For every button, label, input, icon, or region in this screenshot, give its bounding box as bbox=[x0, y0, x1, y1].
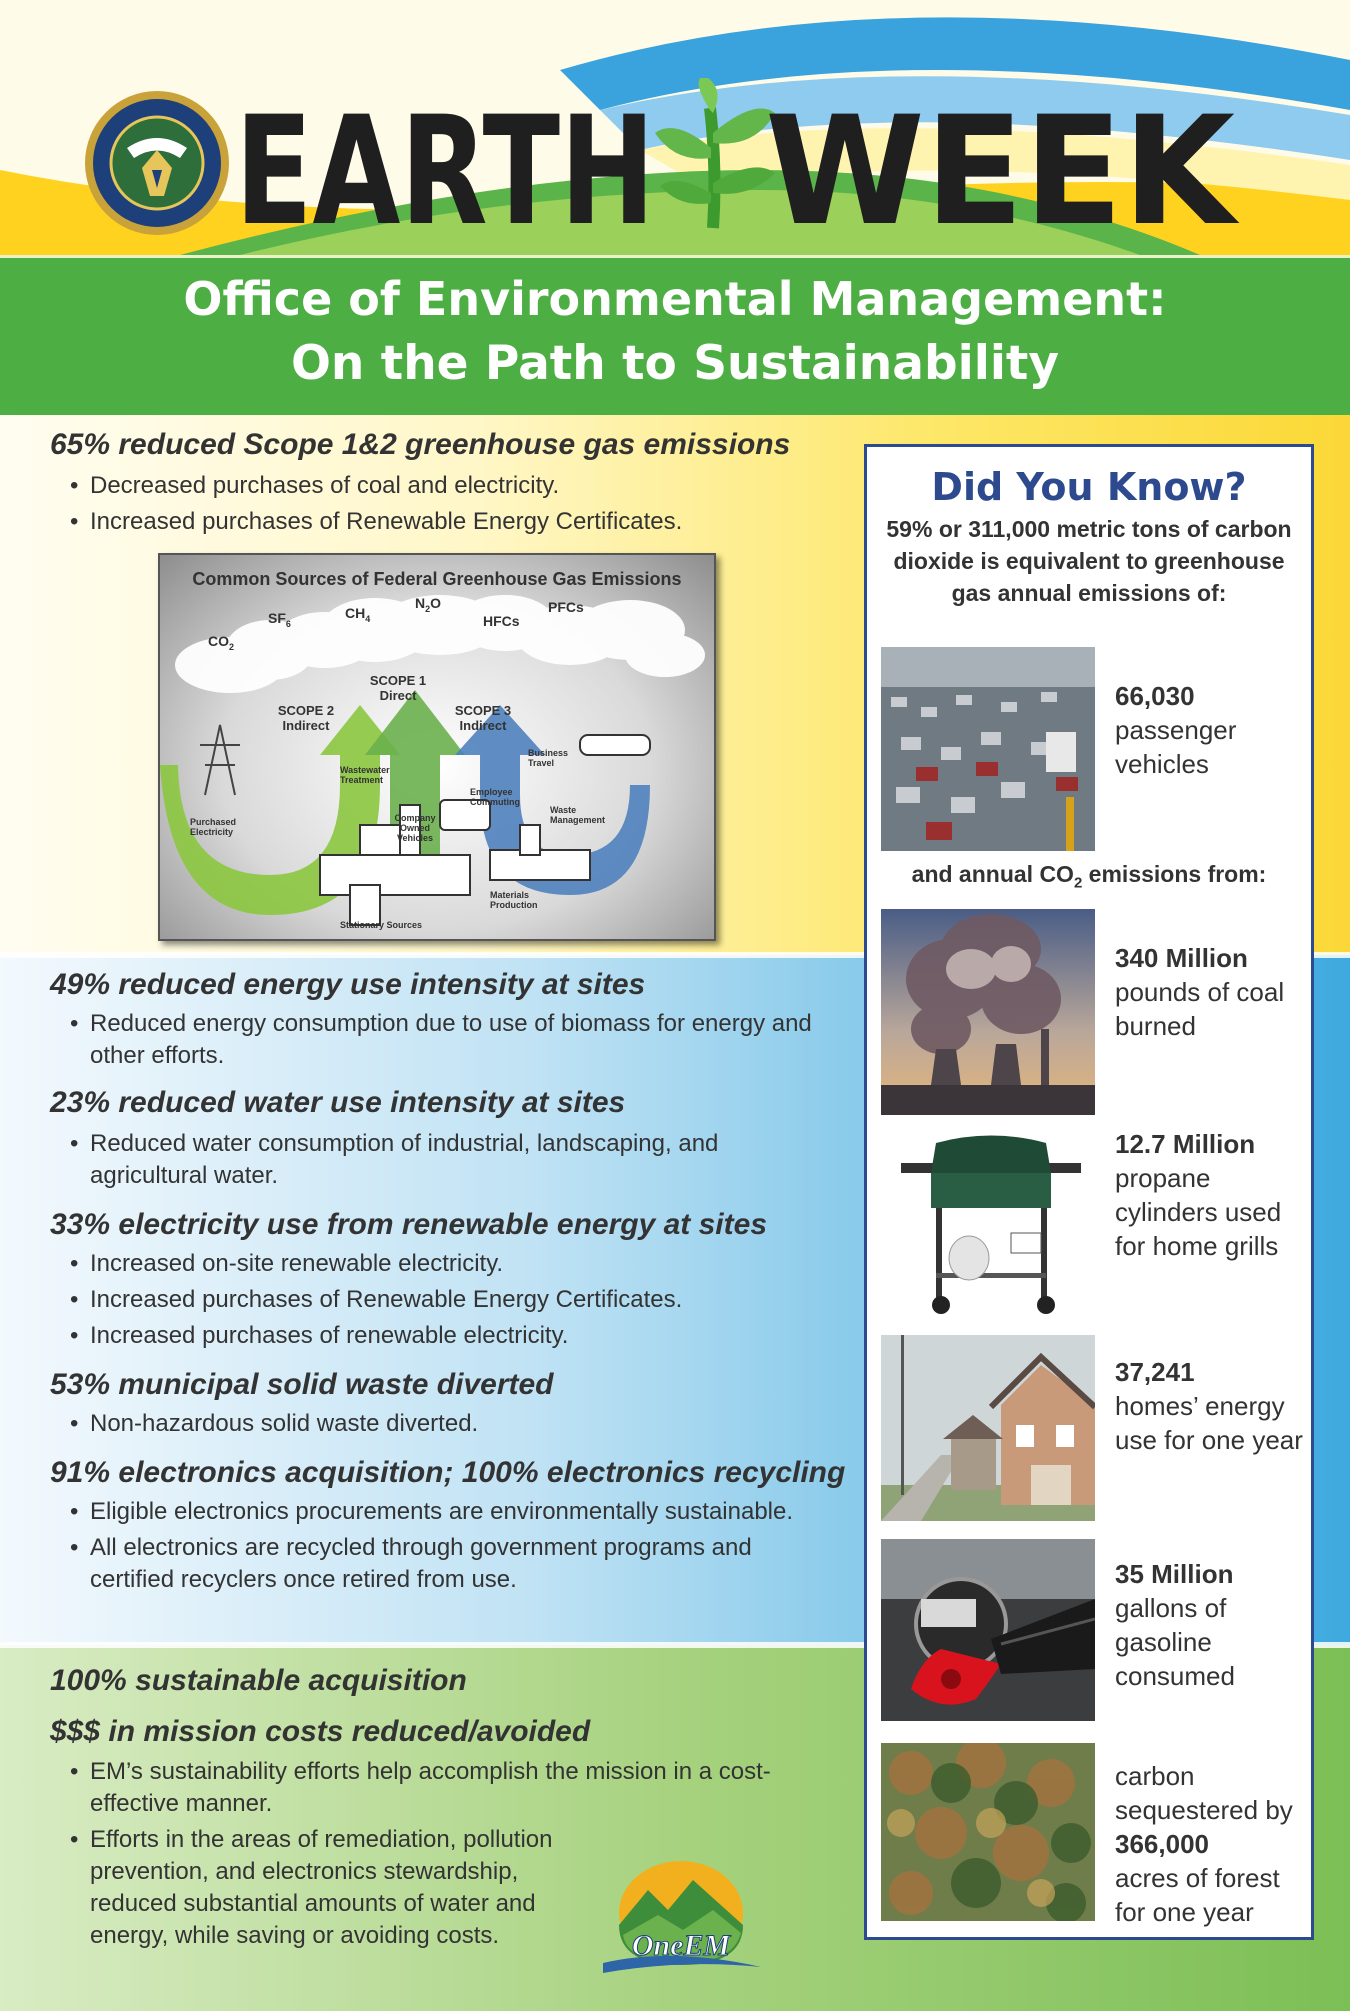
list-item: • Increased purchases of Renewable Energy Certificates. bbox=[70, 1284, 830, 1316]
list-item: • Efforts in the areas of remediation, pollution prevention, and electronics stewardship, reduced substantial amounts of water and energy, while saving or avoiding costs. bbox=[70, 1824, 580, 1952]
list-item: • EM’s sustainability efforts help accomplish the mission in a cost-effective manner. bbox=[70, 1756, 830, 1820]
bullet-list bbox=[70, 1008, 830, 1076]
gas-ch4: $CH_4$ bbox=[345, 605, 371, 624]
sprout-icon bbox=[655, 78, 775, 228]
diagram-title: Common Sources of Federal Greenhouse Gas Emissions bbox=[192, 569, 682, 589]
did-you-know-intro: 59% or 311,000 metric tons of carbon dioxide is equivalent to greenhouse gas annual emissions of: bbox=[886, 516, 1292, 606]
stat-heading-acquisition: 100% sustainable acquisition bbox=[50, 1664, 467, 1697]
did-you-know-panel bbox=[864, 444, 1314, 1940]
grill-photo-icon bbox=[881, 1133, 1095, 1317]
bullet-list bbox=[70, 470, 830, 542]
title-earth: EARTH bbox=[235, 85, 655, 248]
stat-propane: 12.7 Million propane cylinders used for home grills bbox=[1115, 1129, 1282, 1261]
did-you-know-title: Did You Know? bbox=[931, 465, 1247, 509]
scope1-label: SCOPE 1 Direct bbox=[369, 673, 427, 703]
houses-photo-icon bbox=[881, 1335, 1095, 1521]
list-item: • Increased purchases of Renewable Energy Certificates. bbox=[70, 506, 830, 538]
stat-gasoline: 35 Million gallons of gasoline consumed bbox=[1115, 1559, 1235, 1691]
bullet-list bbox=[70, 1248, 830, 1356]
stat-heading-energy: 49% reduced energy use intensity at sites bbox=[50, 968, 646, 1001]
gas-co2: $CO_2$ bbox=[208, 633, 235, 652]
list-item: • Decreased purchases of coal and electricity. bbox=[70, 470, 830, 502]
gas-pfcs: PFCs bbox=[548, 599, 584, 615]
stat-heading-waste: 53% municipal solid waste diverted bbox=[50, 1368, 554, 1401]
did-you-know-subheading: and annual $CO_2$ emissions from: bbox=[911, 861, 1267, 892]
list-item: • All electronics are recycled through government programs and certified recyclers once retired from use. bbox=[70, 1532, 830, 1596]
label-purchased-electricity: Purchased Electricity bbox=[190, 817, 237, 837]
label-wastewater: Wastewater Treatment bbox=[340, 765, 390, 785]
label-commuting: Employee Commuting bbox=[470, 787, 520, 807]
stat-heading-water: 23% reduced water use intensity at sites bbox=[50, 1086, 626, 1119]
power-tower-icon bbox=[200, 725, 240, 795]
list-item: • Reduced water consumption of industrial, landscaping, and agricultural water. bbox=[70, 1128, 830, 1192]
bullet-list bbox=[70, 1408, 830, 1444]
label-waste: Waste Management bbox=[550, 805, 606, 825]
label-business-travel: Business Travel bbox=[528, 748, 569, 768]
smokestack-photo-icon bbox=[881, 909, 1095, 1115]
stat-heading-costs: $$$ in mission costs reduced/avoided bbox=[50, 1715, 591, 1748]
title-week: WEEK bbox=[765, 85, 1240, 248]
stat-vehicles: 66,030 passenger vehicles bbox=[1115, 681, 1237, 779]
stat-heading-scope-emissions: 65% reduced Scope 1&2 greenhouse gas emissions bbox=[50, 428, 791, 461]
bullet-list bbox=[70, 1128, 830, 1196]
label-materials: Materials Production bbox=[490, 890, 538, 910]
gas-n2o: $N_2O$ bbox=[415, 595, 442, 614]
scope2-label: SCOPE 2 Indirect bbox=[277, 703, 335, 733]
stat-forest: carbon sequestered by 366,000 acres of forest for one year bbox=[1115, 1761, 1293, 1927]
stat-coal: 340 Million pounds of coal burned bbox=[1115, 943, 1285, 1041]
banner-subtitle: On the Path to Sustainability bbox=[290, 336, 1060, 391]
label-vehicles: Company Owned Vehicles bbox=[394, 813, 436, 843]
banner-title: Office of Environmental Management: bbox=[183, 272, 1167, 326]
oneem-logo bbox=[603, 1855, 763, 1975]
stat-heading-electronics: 91% electronics acquisition; 100% electronics recycling bbox=[50, 1456, 846, 1489]
stat-homes: 37,241 homes’ energy use for one year bbox=[1115, 1357, 1303, 1455]
list-item: • Non-hazardous solid waste diverted. bbox=[70, 1408, 830, 1440]
label-stationary: Stationary Sources bbox=[340, 920, 423, 930]
gas-sf6: $SF_6$ bbox=[268, 610, 291, 629]
ghg-sources-diagram bbox=[158, 553, 716, 941]
header bbox=[0, 0, 1350, 255]
svg-text:OneEM: OneEM bbox=[631, 1929, 731, 1962]
forest-photo-icon bbox=[881, 1743, 1095, 1921]
bullet-list bbox=[70, 1496, 830, 1600]
doe-seal-icon bbox=[82, 88, 232, 238]
list-item: • Reduced energy consumption due to use of biomass for energy and other efforts. bbox=[70, 1008, 830, 1072]
gas-hfcs: HFCs bbox=[483, 613, 520, 629]
stat-heading-renewable: 33% electricity use from renewable energy at sites bbox=[50, 1208, 767, 1241]
gas-nozzle-photo-icon bbox=[881, 1539, 1095, 1721]
traffic-photo-icon bbox=[881, 647, 1095, 851]
scope3-label: SCOPE 3 Indirect bbox=[454, 703, 512, 733]
list-item: • Increased on-site renewable electricity. bbox=[70, 1248, 830, 1280]
list-item: • Increased purchases of renewable electricity. bbox=[70, 1320, 830, 1352]
earth-week-title bbox=[235, 78, 1255, 248]
list-item: • Eligible electronics procurements are environmentally sustainable. bbox=[70, 1496, 830, 1528]
title-banner bbox=[0, 255, 1350, 418]
